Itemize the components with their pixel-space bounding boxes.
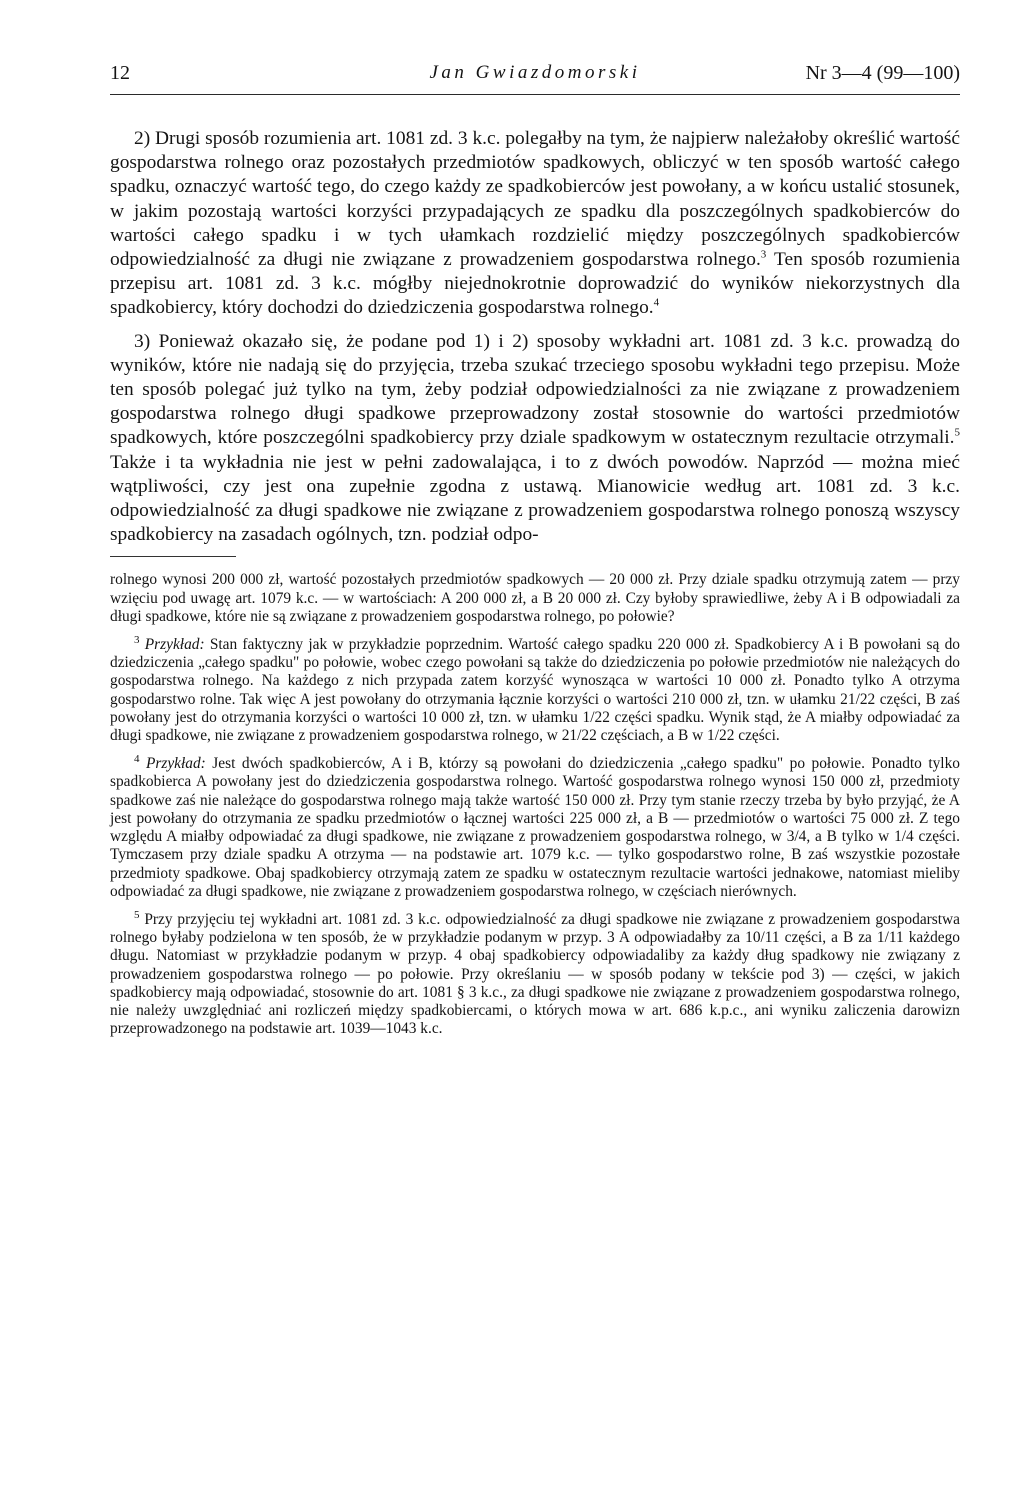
running-head-author: Jan Gwiazdomorski (429, 62, 641, 83)
footnote-label: Przykład: (145, 755, 206, 773)
footnote-text: Stan faktyczny jak w przykładzie poprzednim. Wartość całego spadku 220 000 zł. Spadkobiercy A i B powołani są do dziedziczenia „całego spadku" po połowie, wobec czego powołani są także do dziedziczenia po połowie przedmiotów nie należących do gospodarstwa rolnego. Na każdego z nich przypada zatem korzyść wynosząca w wartości 10 000 zł. Ponadto tylko A otrzyma gospodarstwo rolne. Tak więc A jest powołany do otrzymania łącznie korzyści o wartości 210 000 zł, tzn. w ułamku 21/22 części, B zaś powołany jest do otrzymania korzyści o wartości 10 000 zł, tzn. w ułamku 1/22 części spadku. Wynik stąd, że A miałby odpowiadać za długi spadkowe, nie związane z prowadzeniem gospodarstwa rolnego, w 21/22 częściach, a B w 1/22 części. (110, 636, 960, 745)
footnote-mark: 3 (134, 633, 140, 646)
footnote-3 (110, 633, 960, 745)
page-number: 12 (110, 62, 130, 84)
header-rule (110, 94, 960, 95)
paragraph-text: Także i ta wykładnia nie jest w pełni zadowalająca, i to z dwóch powodów. Naprzód — można mieć wątpliwości, czy jest ona zupełnie zgodna z ustawą. Mianowicie według art. 1081 zd. 3 k.c. odpowiedzialność za długi spadkowe nie związane z prowadzeniem gospodarstwa rolnego ponoszą wszyscy spadkobiercy na zasadach ogólnych, tzn. podział odpo- (110, 451, 960, 546)
paragraph-text: 3) Ponieważ okazało się, że podane pod 1) i 2) sposoby wykładni art. 1081 zd. 3 k.c. prowadzą do wyników, które nie nadają się do przyjęcia, trzeba szukać trzeciego sposobu wykładni tego przepisu. Może ten sposób polegać już tylko na tym, żeby podział odpowiedzialności za nie związane z prowadzeniem gospodarstwa rolnego długi spadkowe przeprowadzony został stosownie do wartości przedmiotów spadkowych, które poszczególni spadkobiercy przy dziale spadkowym w ostatecznym rezultacie otrzymali. (110, 330, 960, 449)
paragraph-text: 2) Drugi sposób rozumienia art. 1081 zd. 3 k.c. polegałby na tym, że najpierw należałoby określić wartość gospodarstwa rolnego oraz pozostałych przedmiotów spadkowych, obliczyć w ten sposób wartość całego spadku, oznaczyć wartość tego, do czego każdy ze spadkobierców jest powołany, a w końcu ustalić stosunek, w jakim pozostają wartości korzyści przypadających ze spadku dla poszczególnych spadkobierców do wartości całego spadku i w tych ułamkach rozdzielić między poszczególnych spadkobierców odpowiedzialność za długi nie związane z prowadzeniem gospodarstwa rolnego. (110, 128, 960, 271)
paragraph-2 (110, 127, 960, 321)
paragraph-text: Ten sposób rozumienia przepisu art. 1081 zd. 3 k.c. mógłby niejednokrotnie doprowadzić do wyników niekorzystnych dla spadkobiercy, który dochodzi do dziedziczenia gospodarstwa rolnego. (110, 249, 961, 319)
footnote-4 (110, 755, 960, 901)
issue-number: Nr 3—4 (99—100) (805, 62, 960, 84)
footnote-text: Przy przyjęciu tej wykładni art. 1081 zd. 3 k.c. odpowiedzialność za długi spadkowe nie związane z prowadzeniem gospodarstwa rolnego byłaby podzielona w ten sposób, że w przykładzie podanym w przyp. 3 A odpowiadałby za 10/11 części, a B za 1/11 każdego długu. Natomiast w przykładzie podanym w przyp. 4 obaj spadkobiercy odpowiadaliby za każdy dług spadkowy nie związany z prowadzeniem gospodarstwa rolnego — po połowie. Przy określaniu — w sposób podany w tekście pod 3) — części, w jakich spadkobiercy mają odpowiadać, stosownie do art. 1081 § 3 k.c., za długi spadkowe nie związane z prowadzeniem gospodarstwa rolnego, nie należy uwzględniać ani rozliczeń między spadkobiercami, o których mowa w art. 686 k.p.c., ani wyniku zaliczenia darowizn przeprowadzonego na podstawie art. 1039—1043 k.c. (110, 910, 960, 1038)
footnote-text: rolnego wynosi 200 000 zł, wartość pozostałych przedmiotów spadkowych — 20 000 zł. Przy dziale spadku otrzymują zatem — przy wzięciu pod uwagę art. 1079 k.c. — w wartościach: A 200 000 zł, a B 20 000 zł. Czy byłoby sprawiedliwe, żeby A i B odpowiadali za długi spadkowe, które nie są związane z prowadzeniem gospodarstwa rolnego, po połowie? (110, 571, 960, 625)
running-head (110, 60, 960, 86)
footnote-text: Jest dwóch spadkobierców, A i B, którzy są powołani do dziedziczenia „całego spadku" po połowie. Ponadto tylko spadkobierca A powołany jest do dziedziczenia gospodarstwa rolnego. Wartość gospodarstwa rolnego wynosi 150 000 zł, przedmioty spadkowe zaś nie należące do gospodarstwa rolnego mają także wartość 150 000 zł. Przy tym stanie rzeczy trzeba by było przyjąć, że A jest powołany do otrzymania ze spadku przedmiotów o łącznej wartości 225 000 zł, a B — przedmiotów o wartości 75 000 zł. Z tego względu A miałby odpowiadać za długi spadkowe, nie związane z prowadzeniem gospodarstwa rolnego, w 3/4, a B tylko w 1/4 części. Tymczasem przy dziale spadku A otrzyma — na podstawie art. 1079 k.c. — tylko gospodarstwo rolne, B zaś wszystkie pozostałe przedmioty spadkowe. Obaj spadkobiercy otrzymają zatem ze spadku w ostatecznym rezultacie wartości jednakowe, natomiast mieliby odpowiadać za długi spadkowe, nie związane z prowadzeniem gospodarstwa rolnego, w częściach nierównych. (110, 755, 960, 900)
footnote-mark: 4 (134, 753, 140, 766)
body-text (110, 127, 960, 547)
footnote-rule (110, 556, 236, 557)
footnote-ref[interactable]: 4 (653, 296, 660, 309)
footnote-mark: 5 (134, 908, 140, 921)
footnote-continued (110, 571, 960, 626)
footnote-5 (110, 908, 960, 1038)
footnote-ref[interactable]: 3 (760, 248, 767, 261)
footnote-ref[interactable]: 5 (954, 426, 960, 439)
footnote-label: Przykład: (144, 636, 205, 654)
paragraph-3 (110, 330, 960, 548)
footnotes (110, 571, 960, 1038)
